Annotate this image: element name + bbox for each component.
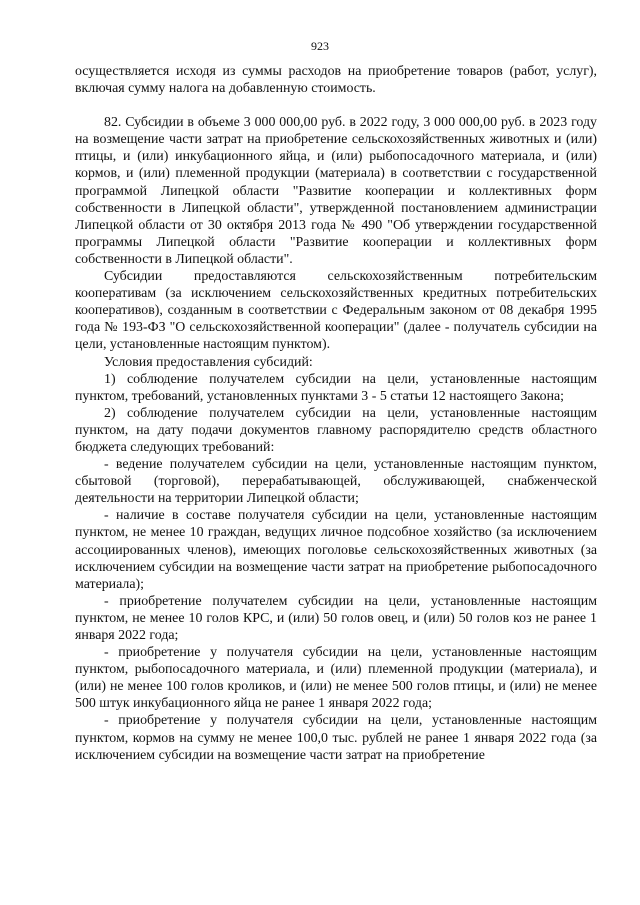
paragraph-item-82: 82. Субсидии в объеме 3 000 000,00 руб. в 2022 году, 3 000 000,00 руб. в 2023 году на возмещение части затрат на приобретение сельскохозяйственных животных и (или) птицы, и (или) инкубационного яйца, и (или) рыбопосадочного материала, и (или) кормов, и (или) племенной продукции (материала) в соответствии с государственной программой Липецкой области "Развитие кооперации и коллективных форм собственности в Липецкой области", утвержденной постановлением администрации Липецкой области от 30 октября 2013 года № 490 "Об утверждении государственной программы Липецкой области "Развитие кооперации и коллективных форм собственности в Липецкой области". [75,115,597,267]
paragraph-requirement-fish-poultry: - приобретение у получателя субсидии на цели, установленные настоящим пунктом, рыбопосадочного материала, и (или) племенной продукции (материала), и (или) не менее 100 голов кроликов, и (или) не менее 500 голов птицы, и (или) не менее 500 штук инкубационного яйца не ранее 1 января 2022 года; [75,645,597,712]
paragraph-requirement-livestock: - приобретение получателем субсидии на цели, установленные настоящим пунктом, не менее 10 голов КРС, и (или) 50 голов овец, и (или) 50 голов коз не ранее 1 января 2022 года; [75,593,597,643]
document-body [75,63,597,764]
paragraph-conditions-heading: Условия предоставления субсидий: [104,354,313,370]
paragraph-requirement-activity: - ведение получателем субсидии на цели, установленные настоящим пунктом, сбытовой (торговой), перерабатывающей, обслуживающей, снабженческой деятельности на территории Липецкой области; [75,457,597,507]
paragraph-requirement-members: - наличие в составе получателя субсидии на цели, установленные настоящим пунктом, не менее 10 граждан, ведущих личное подсобное хозяйство (за исключением ассоциированных членов), имеющих поголовье сельскохозяйственных животных (за исключением субсидии на возмещение части затрат на приобретение рыбопосадочного материала); [75,508,597,592]
paragraph-recipients: Субсидии предоставляются сельскохозяйственным потребительским кооперативам (за исключением сельскохозяйственных кредитных потребительских кооперативов), созданным в соответствии с Федеральным законом от 08 декабря 1995 года № 193-ФЗ "О сельскохозяйственной кооперации" (далее - получатель субсидии на цели, установленные настоящим пунктом). [75,269,597,353]
paragraph-requirement-feed: - приобретение у получателя субсидии на цели, установленные настоящим пунктом, кормов на сумму не менее 100,0 тыс. рублей не ранее 1 января 2022 года (за исключением субсидии на возмещение части затрат на приобретение [75,713,597,763]
paragraph-continuation: осуществляется исходя из суммы расходов на приобретение товаров (работ, услуг), включая сумму налога на добавленную стоимость. [75,64,597,97]
paragraph-condition-1: 1) соблюдение получателем субсидии на цели, установленные настоящим пунктом, требований, установленных пунктами 3 - 5 статьи 12 настоящего Закона; [75,371,597,404]
page-number: 923 [311,39,329,53]
paragraph-condition-2: 2) соблюдение получателем субсидии на цели, установленные настоящим пунктом, на дату подачи документов главному распорядителю средств областного бюджета следующих требований: [75,405,597,455]
